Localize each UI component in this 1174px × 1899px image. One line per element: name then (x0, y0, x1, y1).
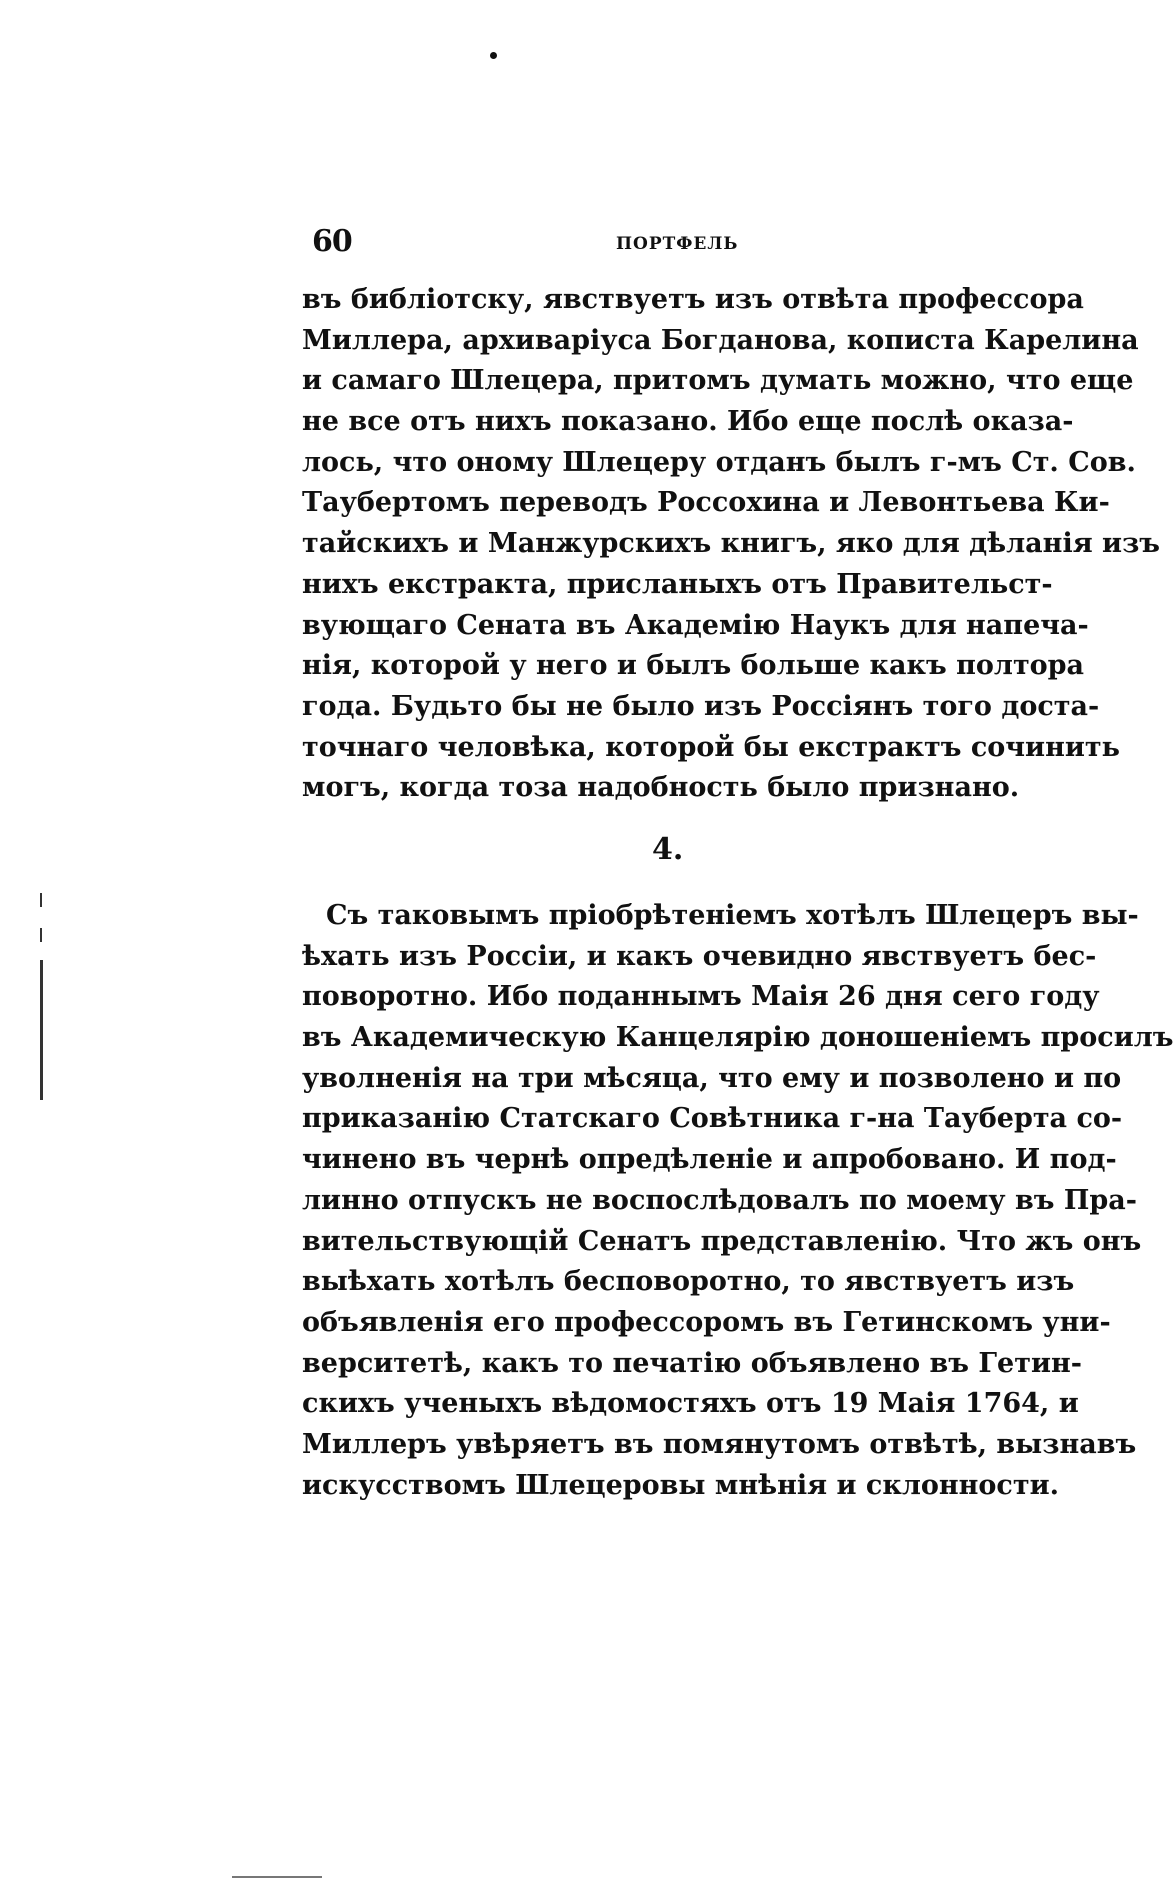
text-line: выѣхать хотѣлъ бесповоротно, то явствуетъ изъ (302, 1266, 1075, 1298)
margin-scan-mark (40, 960, 43, 1100)
margin-scan-mark (40, 893, 42, 907)
bottom-scan-rule (232, 1876, 322, 1878)
section-number: 4. (652, 832, 684, 867)
text-line: приказанію Статскаго Совѣтника г-на Тауберта со- (302, 1103, 1123, 1135)
text-line: Таубертомъ переводъ Россохина и Левонтьева Ки- (302, 487, 1110, 519)
text-line-first: Съ таковымъ пріобрѣтеніемъ хотѣлъ Шлецеръ вы- (326, 900, 1139, 931)
text-line: Миллеръ увѣряетъ въ помянутомъ отвѣтѣ, вызнавъ (302, 1428, 1137, 1460)
text-line: линно отпускъ не воспослѣдовалъ по моему въ Пра- (302, 1184, 1137, 1216)
page-number: 60 (312, 224, 352, 259)
text-line: не все отъ нихъ показано. Ибо еще послѣ оказа- (302, 406, 1074, 438)
text-line: скихъ ученыхъ вѣдомостяхъ отъ 19 Маія 1764, и (302, 1388, 1079, 1420)
text-line: нія, которой у него и былъ больше какъ полтора (302, 650, 1085, 682)
text-line: вующаго Сената въ Академію Наукъ для напеча- (302, 609, 1089, 641)
text-line-last: могъ, когда тоза надобность было признано. (302, 772, 1020, 804)
text-line: уволненія на три мѣсяца, что ему и позволено и по (302, 1062, 1122, 1094)
text-line: объявленія его профессоромъ въ Гетинскомъ уни- (302, 1306, 1111, 1338)
text-line: ѣхать изъ Россіи, и какъ очевидно явствуетъ бес- (302, 940, 1097, 972)
text-line: Миллера, архиваріуса Богданова, кописта Карелина (302, 324, 1139, 356)
text-line: вительствующій Сенатъ представленію. Что жъ онъ (302, 1225, 1142, 1257)
text-line: лось, что оному Шлецеру отданъ былъ г-мъ Ст. Сов. (302, 446, 1136, 478)
text-line-last: искусствомъ Шлецеровы мнѣнія и склонности. (302, 1469, 1059, 1501)
text-line: верситетѣ, какъ то печатію объявлено въ Гетин- (302, 1347, 1082, 1379)
text-line: поворотно. Ибо поданнымъ Маія 26 дня сего году (302, 981, 1100, 1013)
running-head-title: ПОРТФЕЛЬ (616, 234, 739, 254)
text-line: въ Академическую Канцелярію доношеніемъ просилъ (302, 1022, 1174, 1054)
printed-dot-mark (490, 52, 497, 59)
text-line: и самаго Шлецера, притомъ думать можно, что еще (302, 365, 1134, 397)
text-line: тайскихъ и Манжурскихъ книгъ, яко для дѣланія изъ (302, 528, 1161, 560)
text-line: точнаго человѣка, которой бы екстрактъ сочинить (302, 731, 1120, 763)
text-line: года. Будьто бы не было изъ Россіянъ того доста- (302, 690, 1100, 722)
paragraph-section-4 (302, 896, 1174, 1506)
text-line: въ библіотску, явствуетъ изъ отвѣта профессора (302, 284, 1084, 315)
text-line: нихъ екстракта, присланыхъ отъ Правительст- (302, 568, 1053, 600)
paragraph-continued (302, 280, 1161, 809)
margin-scan-mark (40, 928, 42, 942)
text-line: чинено въ чернѣ опредѣленіе и апробовано. И под- (302, 1144, 1117, 1176)
